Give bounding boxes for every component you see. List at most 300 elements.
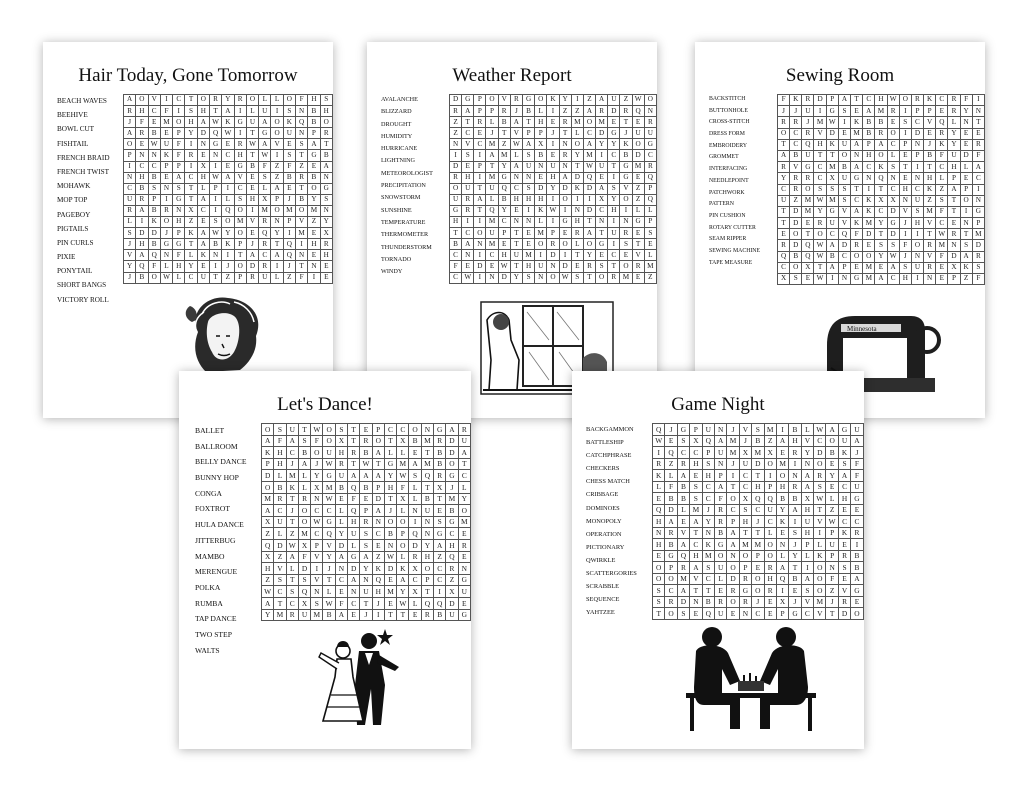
grid-row — [778, 128, 985, 139]
grid-cell: K — [776, 516, 788, 528]
grid-row — [778, 184, 985, 195]
grid-cell: Z — [446, 574, 458, 586]
grid-cell: H — [838, 493, 850, 505]
grid-cell: R — [924, 240, 936, 251]
grid-cell: O — [838, 150, 850, 161]
grid-cell: U — [778, 195, 790, 206]
grid-cell: M — [764, 424, 776, 436]
grid-cell: U — [462, 183, 474, 194]
grid-cell: H — [136, 106, 148, 117]
grid-cell: A — [851, 435, 863, 447]
grid-row — [653, 447, 864, 459]
word-list-item: BACKSTITCH — [709, 96, 746, 102]
grid-cell: U — [826, 539, 838, 551]
grid-cell: A — [372, 505, 384, 517]
grid-cell: E — [474, 128, 486, 139]
grid-cell: L — [644, 250, 656, 261]
grid-cell: W — [826, 117, 838, 128]
grid-cell: P — [644, 217, 656, 228]
grid-cell: U — [360, 586, 372, 598]
grid-cell: E — [653, 493, 665, 505]
puzzle-sheet-games — [572, 371, 864, 749]
word-list-item: FISHTAIL — [57, 139, 89, 148]
puzzle-title: Let's Dance! — [277, 394, 373, 415]
grid-cell: I — [474, 217, 486, 228]
grid-row — [450, 106, 657, 117]
grid-cell: T — [826, 150, 838, 161]
grid-cell: M — [677, 573, 689, 585]
grid-row — [778, 262, 985, 273]
grid-cell: Y — [185, 261, 197, 272]
grid-cell: G — [160, 239, 172, 250]
grid-cell: E — [838, 573, 850, 585]
grid-cell: N — [801, 458, 813, 470]
grid-cell: O — [814, 585, 826, 597]
grid-cell: S — [434, 516, 446, 528]
grid-cell: K — [960, 262, 972, 273]
grid-cell: T — [702, 585, 714, 597]
grid-cell: Q — [653, 504, 665, 516]
grid-cell: J — [360, 609, 372, 621]
word-list-item: BALLET — [195, 426, 225, 435]
grid-cell: F — [173, 250, 185, 261]
grid-cell: G — [802, 162, 814, 173]
word-list — [709, 94, 760, 269]
grid-cell: A — [486, 150, 498, 161]
grid-cell: S — [283, 150, 295, 161]
grid-cell: C — [851, 195, 863, 206]
grid-cell: O — [644, 95, 656, 106]
grid-cell: R — [936, 128, 948, 139]
letter-grid — [777, 94, 985, 285]
grid-cell: K — [924, 95, 936, 106]
grid-cell: O — [583, 239, 595, 250]
grid-cell: T — [851, 184, 863, 195]
grid-cell: R — [136, 128, 148, 139]
grid-cell: S — [274, 574, 286, 586]
grid-cell: M — [802, 206, 814, 217]
grid-cell: P — [209, 183, 221, 194]
grid-cell: U — [632, 128, 644, 139]
grid-cell: Q — [434, 597, 446, 609]
grid-cell: Y — [596, 139, 608, 150]
grid-cell: C — [498, 217, 510, 228]
grid-cell: E — [936, 262, 948, 273]
grid-cell: B — [677, 481, 689, 493]
grid-cell: V — [739, 424, 751, 436]
grid-cell: O — [547, 272, 559, 283]
grid-cell: C — [286, 447, 298, 459]
grid-cell: E — [924, 128, 936, 139]
grid-cell: X — [259, 194, 271, 205]
grid-cell: S — [462, 150, 474, 161]
grid-cell: P — [665, 562, 677, 574]
grid-cell: G — [789, 608, 801, 620]
grid-cell: R — [677, 458, 689, 470]
grid-cell: V — [814, 516, 826, 528]
grid-row — [124, 217, 333, 228]
grid-cell: A — [522, 139, 534, 150]
grid-cell: E — [522, 228, 534, 239]
grid-cell: L — [665, 470, 677, 482]
grid-cell: F — [851, 229, 863, 240]
grid-cell: C — [148, 161, 160, 172]
word-list-item: DRESS FORM — [709, 131, 745, 138]
grid-cell: A — [801, 481, 813, 493]
grid-cell: R — [739, 596, 751, 608]
grid-cell: W — [209, 228, 221, 239]
grid-cell: V — [234, 172, 246, 183]
grid-cell: Z — [826, 504, 838, 516]
grid-cell: A — [348, 470, 360, 482]
grid-cell: D — [197, 128, 209, 139]
grid-cell: U — [335, 470, 347, 482]
grid-cell: V — [124, 250, 136, 261]
grid-cell: O — [397, 539, 409, 551]
grid-cell: E — [665, 435, 677, 447]
grid-cell: X — [875, 195, 887, 206]
grid-cell: L — [814, 539, 826, 551]
grid-cell: U — [124, 194, 136, 205]
grid-cell: W — [814, 274, 826, 285]
grid-cell: Y — [320, 217, 332, 228]
word-list-item: FRENCH TWIST — [57, 167, 109, 176]
grid-cell: P — [474, 106, 486, 117]
grid-cell: Y — [397, 586, 409, 598]
grid-cell: C — [936, 162, 948, 173]
grid-cell: O — [372, 435, 384, 447]
grid-cell: S — [335, 424, 347, 436]
grid-cell: C — [665, 585, 677, 597]
grid-cell: C — [911, 184, 923, 195]
grid-row — [124, 117, 333, 128]
grid-cell: T — [298, 424, 310, 436]
grid-cell: T — [583, 217, 595, 228]
grid-cell: E — [764, 608, 776, 620]
grid-cell: T — [185, 95, 197, 106]
grid-cell: E — [197, 217, 209, 228]
grid-cell: X — [397, 493, 409, 505]
grid-cell: A — [360, 551, 372, 563]
grid-cell: S — [571, 272, 583, 283]
grid-cell: J — [311, 458, 323, 470]
grid-cell: O — [559, 194, 571, 205]
grid-cell: B — [790, 150, 802, 161]
grid-cell: J — [283, 194, 295, 205]
grid-cell: R — [972, 139, 984, 150]
grid-cell: O — [875, 150, 887, 161]
grid-cell: E — [458, 597, 470, 609]
word-list-item: GROMMET — [709, 154, 739, 161]
grid-cell: V — [246, 217, 258, 228]
grid-cell: K — [924, 184, 936, 195]
grid-cell: C — [450, 272, 462, 283]
grid-cell: T — [948, 206, 960, 217]
grid-cell: U — [596, 161, 608, 172]
grid-row — [124, 95, 333, 106]
grid-cell: P — [899, 139, 911, 150]
grid-cell: I — [311, 563, 323, 575]
grid-cell: F — [714, 493, 726, 505]
grid-cell: U — [851, 424, 863, 436]
grid-cell: C — [887, 139, 899, 150]
grid-cell: T — [384, 609, 396, 621]
grid-cell: L — [714, 573, 726, 585]
grid-cell: I — [185, 161, 197, 172]
grid-cell: D — [727, 573, 739, 585]
grid-cell: G — [665, 550, 677, 562]
grid-cell: N — [474, 239, 486, 250]
grid-cell: J — [547, 128, 559, 139]
grid-cell: M — [863, 262, 875, 273]
grid-cell: T — [348, 458, 360, 470]
grid-cell: S — [360, 528, 372, 540]
grid-row — [778, 162, 985, 173]
word-list-item: BELLY DANCE — [195, 457, 247, 467]
grid-cell: T — [608, 161, 620, 172]
grid-cell: T — [814, 262, 826, 273]
grid-cell: T — [462, 117, 474, 128]
grid-row — [653, 470, 864, 482]
puzzle-title: Game Night — [671, 394, 765, 415]
grid-cell: Z — [665, 458, 677, 470]
grid-cell: G — [608, 128, 620, 139]
grid-cell: N — [960, 117, 972, 128]
grid-cell: V — [274, 563, 286, 575]
grid-cell: B — [335, 481, 347, 493]
word-list-item: BACKGAMMON — [586, 426, 634, 433]
grid-cell: O — [323, 424, 335, 436]
grid-cell: L — [826, 493, 838, 505]
word-list-item: PIXIE — [57, 253, 76, 262]
grid-cell: H — [863, 150, 875, 161]
grid-row — [450, 95, 657, 106]
grid-cell: E — [335, 493, 347, 505]
grid-cell: P — [474, 95, 486, 106]
grid-cell: W — [323, 458, 335, 470]
grid-cell: Y — [421, 539, 433, 551]
grid-cell: Y — [814, 206, 826, 217]
grid-cell: P — [826, 527, 838, 539]
grid-row — [124, 250, 333, 261]
grid-cell: I — [559, 250, 571, 261]
grid-row — [450, 272, 657, 283]
grid-cell: M — [826, 195, 838, 206]
grid-cell: Z — [434, 551, 446, 563]
grid-cell: A — [583, 139, 595, 150]
word-list-item: BALLROOM — [195, 441, 238, 451]
grid-cell: O — [311, 447, 323, 459]
grid-cell: H — [446, 539, 458, 551]
grid-cell: N — [308, 261, 320, 272]
grid-cell: P — [547, 228, 559, 239]
grid-cell: D — [790, 240, 802, 251]
grid-cell: U — [421, 505, 433, 517]
grid-cell: K — [826, 139, 838, 150]
grid-cell: I — [814, 106, 826, 117]
grid-cell: H — [421, 551, 433, 563]
grid-cell: V — [801, 596, 813, 608]
grid-cell: I — [571, 95, 583, 106]
grid-cell: U — [522, 161, 534, 172]
grid-cell: K — [185, 228, 197, 239]
grid-cell: Q — [875, 173, 887, 184]
grid-cell: N — [522, 217, 534, 228]
grid-cell: J — [124, 117, 136, 128]
grid-cell: H — [246, 194, 258, 205]
word-list-item: DROUGHT — [381, 120, 412, 128]
grid-cell: W — [311, 424, 323, 436]
grid-cell: N — [960, 218, 972, 229]
grid-row — [262, 447, 471, 459]
grid-cell: I — [764, 470, 776, 482]
grid-cell: A — [136, 205, 148, 216]
grid-cell: Z — [450, 128, 462, 139]
grid-cell: E — [547, 150, 559, 161]
grid-cell: W — [814, 424, 826, 436]
grid-cell: T — [185, 183, 197, 194]
grid-cell: C — [838, 481, 850, 493]
grid-cell: C — [851, 516, 863, 528]
word-list-item: BEACH WAVES — [57, 97, 107, 105]
grid-cell: B — [434, 458, 446, 470]
grid-cell: W — [462, 272, 474, 283]
grid-cell: R — [234, 139, 246, 150]
grid-row — [450, 261, 657, 272]
grid-cell: D — [571, 172, 583, 183]
grid-cell: E — [360, 493, 372, 505]
grid-row — [262, 470, 471, 482]
grid-cell: L — [948, 117, 960, 128]
grid-cell: E — [596, 172, 608, 183]
grid-cell: N — [458, 563, 470, 575]
grid-cell: A — [677, 539, 689, 551]
grid-cell: D — [384, 563, 396, 575]
grid-cell: P — [838, 262, 850, 273]
grid-cell: U — [298, 609, 310, 621]
grid-cell: S — [887, 240, 899, 251]
grid-cell: B — [851, 562, 863, 574]
grid-cell: M — [924, 206, 936, 217]
grid-cell: A — [434, 539, 446, 551]
grid-cell: R — [458, 424, 470, 436]
grid-cell: U — [274, 516, 286, 528]
grid-cell: P — [911, 150, 923, 161]
grid-cell: L — [397, 447, 409, 459]
grid-cell: M — [486, 172, 498, 183]
word-list-item: HUMIDITY — [381, 132, 413, 140]
grid-cell: H — [814, 139, 826, 150]
grid-cell: M — [262, 493, 274, 505]
word-list-item: TWO STEP — [195, 629, 232, 639]
grid-cell: P — [234, 272, 246, 283]
grid-cell: Y — [608, 139, 620, 150]
grid-cell: C — [583, 128, 595, 139]
grid-cell: O — [271, 205, 283, 216]
grid-cell: V — [677, 527, 689, 539]
grid-cell: U — [764, 504, 776, 516]
grid-cell: W — [246, 139, 258, 150]
grid-cell: K — [863, 195, 875, 206]
grid-cell: L — [397, 505, 409, 517]
grid-cell: C — [790, 139, 802, 150]
grid-cell: O — [222, 217, 234, 228]
grid-cell: S — [274, 424, 286, 436]
grid-cell: I — [409, 516, 421, 528]
grid-cell: D — [665, 504, 677, 516]
grid-cell: B — [434, 609, 446, 621]
grid-cell: Z — [924, 195, 936, 206]
grid-row — [653, 596, 864, 608]
grid-cell: O — [559, 239, 571, 250]
grid-cell: H — [702, 470, 714, 482]
grid-cell: E — [136, 139, 148, 150]
grid-cell: C — [778, 262, 790, 273]
grid-cell: M — [486, 139, 498, 150]
grid-cell: S — [790, 274, 802, 285]
grid-cell: B — [498, 117, 510, 128]
grid-cell: G — [522, 95, 534, 106]
word-list-item: SNOWSTORM — [381, 194, 421, 202]
grid-cell: R — [320, 239, 332, 250]
grid-cell: A — [583, 106, 595, 117]
grid-cell: U — [348, 528, 360, 540]
grid-cell: W — [397, 470, 409, 482]
grid-cell: T — [727, 481, 739, 493]
grid-cell: T — [948, 195, 960, 206]
grid-row — [778, 117, 985, 128]
grid-cell: L — [486, 194, 498, 205]
grid-cell: L — [222, 194, 234, 205]
grid-cell: G — [323, 470, 335, 482]
grid-cell: R — [851, 527, 863, 539]
grid-cell: Y — [789, 550, 801, 562]
grid-cell: J — [899, 251, 911, 262]
grid-cell: D — [960, 150, 972, 161]
grid-cell: F — [283, 161, 295, 172]
grid-cell: H — [739, 516, 751, 528]
grid-cell: P — [474, 161, 486, 172]
grid-cell: U — [160, 139, 172, 150]
grid-cell: I — [620, 205, 632, 216]
grid-cell: R — [360, 435, 372, 447]
grid-cell: B — [209, 239, 221, 250]
grid-row — [262, 563, 471, 575]
grid-cell: A — [789, 504, 801, 516]
grid-cell: X — [801, 493, 813, 505]
word-list-item: CROSS-STITCH — [709, 119, 750, 126]
grid-cell: J — [286, 505, 298, 517]
grid-cell: S — [522, 272, 534, 283]
grid-cell: N — [789, 470, 801, 482]
word-list-item: OPERATION — [586, 530, 622, 538]
grid-cell: S — [259, 172, 271, 183]
grid-cell: V — [462, 139, 474, 150]
grid-cell: L — [535, 217, 547, 228]
grid-cell: E — [559, 228, 571, 239]
grid-row — [262, 458, 471, 470]
word-list-item: TAPE MEASURE — [709, 259, 753, 266]
grid-cell: I — [727, 470, 739, 482]
grid-cell: Q — [222, 205, 234, 216]
grid-cell: A — [124, 128, 136, 139]
grid-cell: R — [714, 596, 726, 608]
grid-row — [778, 274, 985, 285]
grid-cell: V — [790, 162, 802, 173]
grid-cell: N — [160, 183, 172, 194]
grid-cell: E — [596, 250, 608, 261]
grid-cell: E — [677, 516, 689, 528]
